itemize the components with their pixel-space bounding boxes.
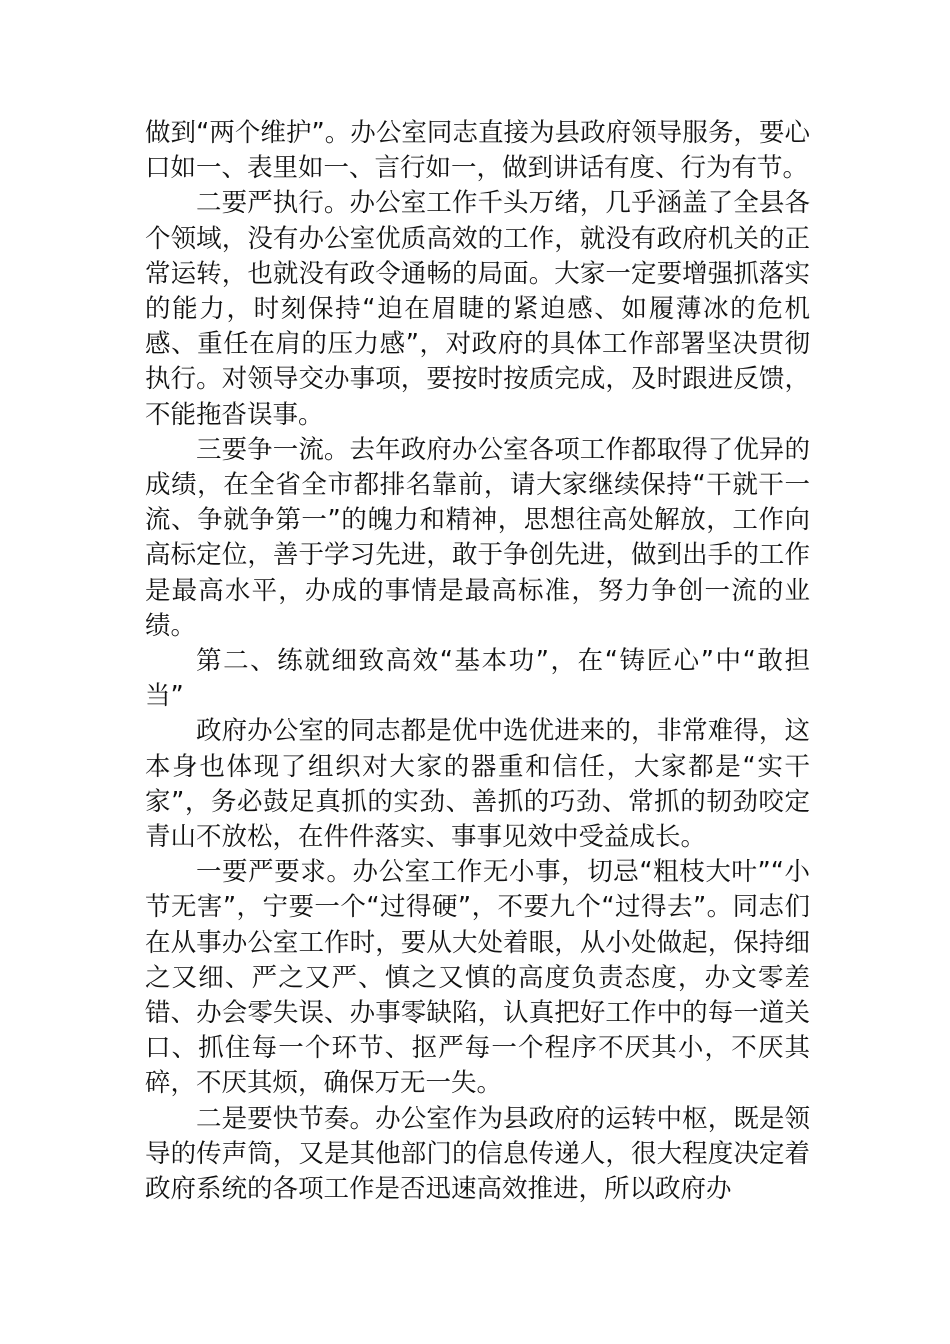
paragraph-strict-requirements: 一要严要求。办公室工作无小事，切忌“粗枝大叶”“小节无害”，宁要一个“过得硬”，不要九个“过得去”。同志们在从事办公室工作时，要从大处着眼，从小处做起，保持细之又细、严之又严、慎之又慎的高度负责态度，办文零差错、办会零失误、办事零缺陷，认真把好工作中的每一道关口、抓住每一个环节、抠严每一个程序不厌其小，不厌其碎，不厌其烦，确保万无一失。 xyxy=(145,857,810,1099)
section-heading-basic-skills: 第二、练就细致高效“基本功”，在“铸匠心”中“敢担当” xyxy=(145,646,810,712)
paragraph-continued: 做到“两个维护”。办公室同志直接为县政府领导服务，要心口如一、表里如一、言行如一，做到讲话有度、行为有节。 xyxy=(145,118,810,184)
document-body xyxy=(145,116,810,1207)
paragraph-strict-execution: 二要严执行。办公室工作千头万绪，几乎涵盖了全县各个领域，没有办公室优质高效的工作，就没有政府机关的正常运转，也就没有政令通畅的局面。大家一定要增强抓落实的能力，时刻保持“迫在眉睫的紧迫感、如履薄冰的危机感、重任在肩的压力感”，对政府的具体工作部署坚决贯彻执行。对领导交办事项，要按时按质完成，及时跟进反馈，不能拖沓误事。 xyxy=(145,188,810,430)
paragraph-fast-pace: 二是要快节奏。办公室作为县政府的运转中枢，既是领导的传声筒，又是其他部门的信息传递人，很大程度决定着政府系统的各项工作是否迅速高效推进，所以政府办 xyxy=(145,1103,810,1205)
paragraph-office-staff: 政府办公室的同志都是优中选优进来的，非常难得，这本身也体现了组织对大家的器重和信任，大家都是“实干家”，务必鼓足真抓的实劲、善抓的巧劲、常抓的韧劲咬定青山不放松，在件件落实、事事见效中受益成长。 xyxy=(145,716,810,853)
paragraph-first-class: 三要争一流。去年政府办公室各项工作都取得了优异的成绩，在全省全市都排名靠前，请大家继续保持“干就干一流、争就争第一”的魄力和精神，思想往高处解放，工作向高标定位，善于学习先进，敢于争创先进，做到出手的工作是最高水平，办成的事情是最高标准，努力争创一流的业绩。 xyxy=(145,434,810,641)
